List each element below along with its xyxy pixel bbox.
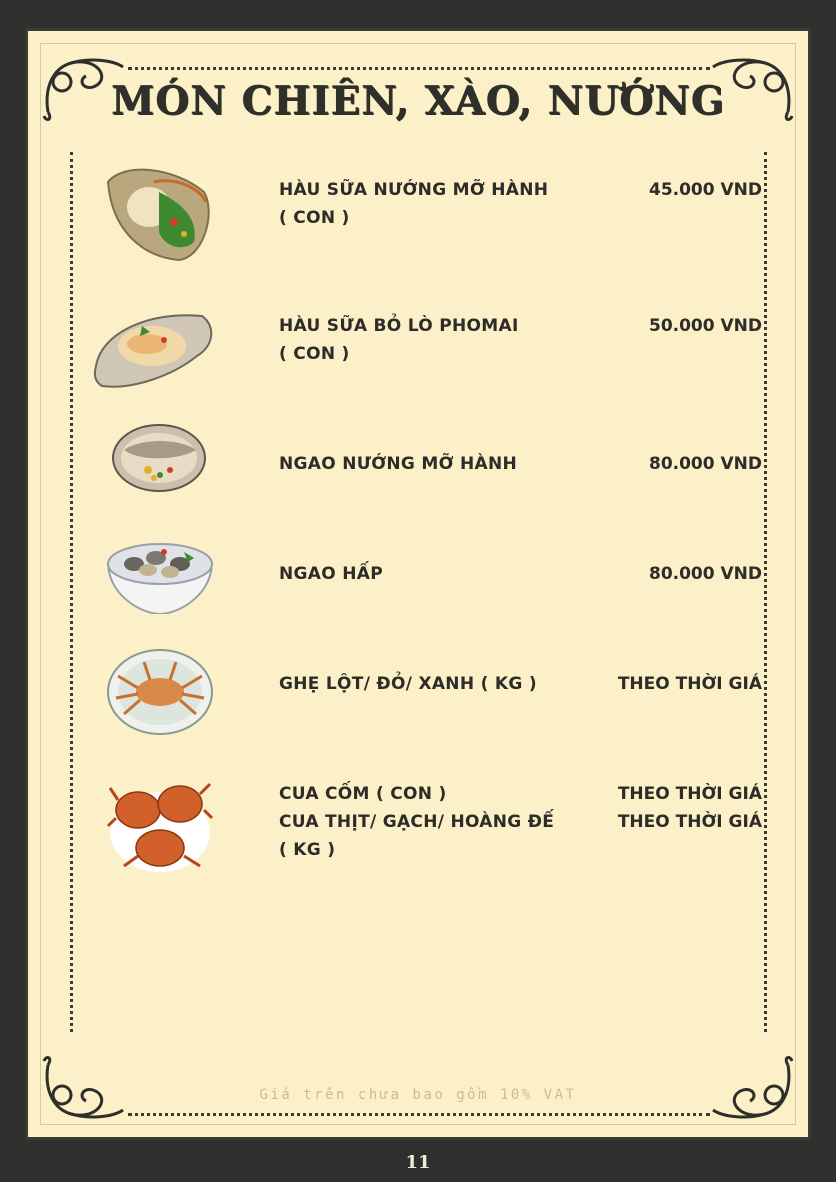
border-left-dots: [70, 152, 73, 1032]
item-name: HÀU SỮA BỎ LÒ PHOMAI ( CON ): [279, 316, 519, 364]
steamed-clam-bowl-icon: [104, 538, 216, 614]
item-price: 80.000 VND: [648, 454, 762, 474]
vat-note: Giá trên chưa bao gồm 10% VAT: [259, 1087, 577, 1103]
item-name: NGAO HẤP: [279, 564, 383, 584]
item-name: GHẸ LỘT/ ĐỎ/ XANH ( KG ): [279, 674, 537, 694]
item-name: NGAO NƯỚNG MỠ HÀNH: [279, 454, 518, 474]
item-name: HÀU SỮA NƯỚNG MỠ HÀNH ( CON ): [279, 180, 549, 228]
grilled-oyster-icon: [104, 162, 216, 262]
crabs-icon: [104, 770, 216, 874]
border-top-dots: [128, 67, 710, 70]
grilled-clam-icon: [110, 420, 208, 492]
item-price: THEO THỜI GIÁ THEO THỜI GIÁ: [617, 784, 762, 832]
crab-plate-icon: [104, 648, 216, 736]
page-title: MÓN CHIÊN, XÀO, NƯỚNG: [110, 78, 726, 124]
cheese-oyster-icon: [92, 306, 218, 390]
item-name: CUA CỐM ( CON ) CUA THỊT/ GẠCH/ HOÀNG ĐẾ ( KG ): [279, 784, 555, 860]
item-price: 45.000 VND: [648, 180, 762, 200]
item-price: THEO THỜI GIÁ: [617, 674, 762, 694]
border-right-dots: [764, 152, 767, 1032]
item-price: 80.000 VND: [648, 564, 762, 584]
border-bottom-dots: [128, 1113, 710, 1116]
item-price: 50.000 VND: [648, 316, 762, 336]
page-number: 11: [405, 1152, 431, 1173]
